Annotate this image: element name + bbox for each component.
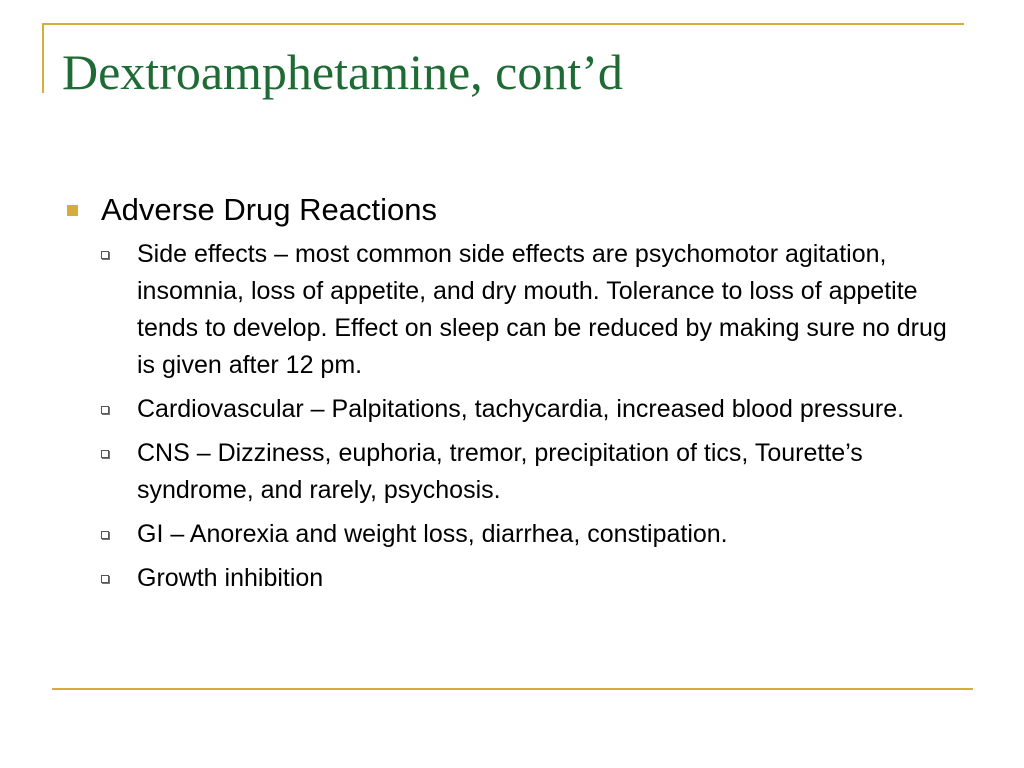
square-bullet-icon: [67, 205, 78, 216]
left-rule: [42, 23, 44, 93]
bottom-rule: [52, 688, 973, 690]
slide-title: Dextroamphetamine, cont’d: [62, 44, 623, 100]
checkbox-bullet-icon: [101, 531, 109, 539]
sub-bullet-text: CNS – Dizziness, euphoria, tremor, precipitation of tics, Tourette’s syndrome, and rarely, psychosis.: [137, 439, 863, 504]
checkbox-bullet-icon: [101, 251, 109, 259]
sub-bullet-text: Cardiovascular – Palpitations, tachycardia, increased blood pressure.: [137, 395, 905, 423]
sub-bullet-gi: [62, 516, 967, 553]
checkbox-bullet-icon: [101, 406, 109, 414]
checkbox-bullet-icon: [101, 450, 109, 458]
bullet-text: Adverse Drug Reactions: [101, 192, 437, 227]
sub-bullet-growth-inhibition: [62, 560, 967, 597]
slide-content: [62, 190, 972, 604]
sub-bullet-text: Side effects – most common side effects are psychomotor agitation, insomnia, loss of appetite, and dry mouth. Tolerance to loss of appetite tends to develop. Effect on sleep can be reduced by making sure no drug is given after 12 pm.: [137, 240, 947, 379]
checkbox-bullet-icon: [101, 575, 109, 583]
sub-bullet-list: [62, 236, 972, 597]
sub-bullet-side-effects: [62, 236, 967, 384]
sub-bullet-text: GI – Anorexia and weight loss, diarrhea, constipation.: [137, 520, 728, 548]
sub-bullet-text: Growth inhibition: [137, 564, 324, 592]
sub-bullet-cns: [62, 435, 967, 509]
bullet-adverse-drug-reactions: [62, 190, 972, 230]
top-rule: [42, 23, 964, 25]
sub-bullet-cardiovascular: [62, 391, 967, 428]
